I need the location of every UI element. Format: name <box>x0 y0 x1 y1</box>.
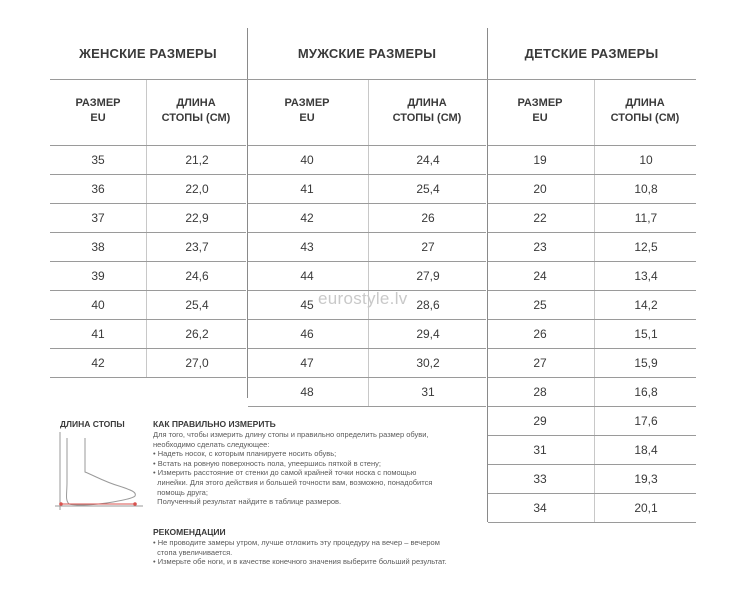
men-size-cell: 41 <box>300 182 314 196</box>
header-line: СТОПЫ (СМ) <box>161 112 231 124</box>
kids-length-cell: 15,1 <box>634 327 658 341</box>
men-size-header <box>248 96 366 126</box>
men-length-cell: 28,6 <box>416 298 440 312</box>
watermark: eurostyle.lv <box>318 289 408 308</box>
howto-line: • Измерить расстояние от стенки до самой крайней точки носка с помощью <box>153 468 417 478</box>
foot-diagram-icon <box>55 430 145 515</box>
women-size-cell: 35 <box>91 153 105 167</box>
howto-line: • Надеть носок, с которым планируете носить обувь; <box>153 449 337 459</box>
kids-length-cell: 19,3 <box>634 472 658 486</box>
women-size-cell: 38 <box>91 240 105 254</box>
women-length-cell: 27,0 <box>185 356 209 370</box>
howto-text <box>153 430 488 507</box>
kids-length-cell: 16,8 <box>634 385 658 399</box>
header-line: РАЗМЕР <box>75 97 121 109</box>
women-length-cell: 22,0 <box>185 182 209 196</box>
kids-length-cell: 17,6 <box>634 414 658 428</box>
header-line: ДЛИНА <box>625 97 665 109</box>
header-line: ДЛИНА <box>176 97 216 109</box>
kids-length-header <box>594 96 696 126</box>
howto-line: помощь друга; <box>153 487 208 497</box>
women-length-cell: 23,7 <box>185 240 209 254</box>
kids-length-cell: 10 <box>639 153 653 167</box>
men-length-cell: 27,9 <box>416 269 440 283</box>
kids-length-cell: 11,7 <box>634 211 658 225</box>
kids-length-cell: 12,5 <box>634 240 658 254</box>
kids-size-cell: 23 <box>533 240 547 254</box>
women-size-cell: 40 <box>91 298 105 312</box>
kids-section-title: ДЕТСКИЕ РАЗМЕРЫ <box>524 46 659 61</box>
kids-length-cell: 15,9 <box>634 356 658 370</box>
men-size-cell: 43 <box>300 240 314 254</box>
kids-size-cell: 31 <box>533 443 547 457</box>
women-length-cell: 26,2 <box>185 327 209 341</box>
howto-line: Для того, чтобы измерить длину стопы и правильно определить размер обуви, <box>153 430 429 439</box>
men-length-cell: 29,4 <box>416 327 440 341</box>
kids-length-cell: 10,8 <box>634 182 658 196</box>
kids-length-cell: 18,4 <box>634 443 658 457</box>
kids-size-cell: 28 <box>533 385 547 399</box>
kids-size-cell: 20 <box>533 182 547 196</box>
men-length-cell: 30,2 <box>416 356 440 370</box>
men-length-cell: 27 <box>421 240 435 254</box>
howto-line: Полученный результат найдите в таблице размеров. <box>153 497 342 507</box>
men-length-cell: 26 <box>421 211 435 225</box>
header-line: СТОПЫ (СМ) <box>610 112 680 124</box>
men-length-cell: 31 <box>421 385 435 399</box>
recommendations-title: РЕКОМЕНДАЦИИ <box>153 527 226 537</box>
kids-size-cell: 27 <box>533 356 547 370</box>
kids-size-cell: 33 <box>533 472 547 486</box>
women-section-title: ЖЕНСКИЕ РАЗМЕРЫ <box>79 46 217 61</box>
kids-size-cell: 25 <box>533 298 547 312</box>
recommendation-line: • Измерьте обе ноги, и в качестве конечного значения выберите больший результат. <box>153 557 447 567</box>
men-size-cell: 47 <box>300 356 314 370</box>
howto-line: линейки. Для этого действия и большей точности вам, возможно, понадобится <box>153 477 433 487</box>
foot-length-label: ДЛИНА СТОПЫ <box>60 419 125 429</box>
men-size-cell: 42 <box>300 211 314 225</box>
recommendation-line: стопа увеличивается. <box>153 547 233 557</box>
header-line: EU <box>299 112 315 124</box>
howto-line: • Встать на ровную поверхность пола, упеершись пяткой в стену; <box>153 458 381 468</box>
kids-size-cell: 19 <box>533 153 547 167</box>
men-size-cell: 40 <box>300 153 314 167</box>
men-length-cell: 24,4 <box>416 153 440 167</box>
recommendation-line: • Не проводите замеры утром, лучше отложить эту процедуру на вечер – вечером <box>153 538 440 547</box>
women-size-cell: 37 <box>91 211 105 225</box>
women-size-cell: 36 <box>91 182 105 196</box>
kids-length-cell: 20,1 <box>634 501 658 515</box>
header-line: EU <box>90 112 106 124</box>
women-size-cell: 42 <box>91 356 105 370</box>
kids-size-header <box>488 96 592 126</box>
men-size-cell: 45 <box>300 298 314 312</box>
men-section-title: МУЖСКИЕ РАЗМЕРЫ <box>297 46 437 61</box>
women-length-cell: 21,2 <box>185 153 209 167</box>
kids-size-cell: 29 <box>533 414 547 428</box>
men-size-cell: 48 <box>300 385 314 399</box>
header-line: ДЛИНА <box>407 97 447 109</box>
women-size-cell: 41 <box>91 327 105 341</box>
men-length-cell: 25,4 <box>416 182 440 196</box>
women-length-cell: 24,6 <box>185 269 209 283</box>
women-length-header <box>146 96 246 126</box>
header-line: СТОПЫ (СМ) <box>392 112 462 124</box>
men-length-header <box>368 96 486 126</box>
kids-size-cell: 26 <box>533 327 547 341</box>
kids-size-cell: 24 <box>533 269 547 283</box>
men-size-cell: 46 <box>300 327 314 341</box>
header-line: РАЗМЕР <box>517 97 563 109</box>
women-size-header <box>50 96 146 126</box>
kids-length-cell: 13,4 <box>634 269 658 283</box>
women-size-cell: 39 <box>91 269 105 283</box>
kids-size-cell: 22 <box>533 211 547 225</box>
recommendations-text <box>153 538 498 567</box>
header-line: РАЗМЕР <box>284 97 330 109</box>
men-size-cell: 44 <box>300 269 314 283</box>
kids-length-cell: 14,2 <box>634 298 658 312</box>
kids-size-cell: 34 <box>533 501 547 515</box>
women-length-cell: 25,4 <box>185 298 209 312</box>
howto-title: КАК ПРАВИЛЬНО ИЗМЕРИТЬ <box>153 419 276 429</box>
header-line: EU <box>532 112 548 124</box>
howto-line: необходимо сделать следующее: <box>153 439 270 449</box>
women-length-cell: 22,9 <box>185 211 209 225</box>
